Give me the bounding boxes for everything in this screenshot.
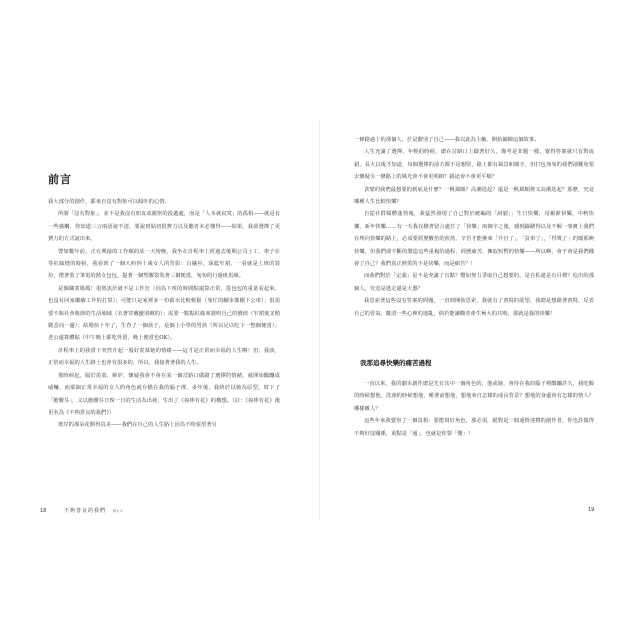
- right-body-text: [354, 134, 594, 320]
- paragraph: 而我們對於「定義」是不是充滿了盲點？嚮如努力爭取自己想要的，是自私還是有目標？追出的那個人，究竟是逃走還是大器？: [354, 273, 594, 292]
- right-body-text-2: [354, 378, 594, 440]
- paragraph: 自從社群媒體蓬勃後，我猛然發現了自己對於統編的「詞窮」：生日快樂，母親節快樂，中秋快樂，新年快樂……有一天我在臉書留言處打了「快樂」兩個字之後，感到躊躇得以及不解一事實上我們在理向快樂的路上，必須要經歷數倍的煎熬，辛苦才能換來「升官了」，「買車了」，「得獎了」的顛那喚快樂，但我們卻不斷的製造這些重複的過程，經歷痛苦，擁取短暫的快樂——所以啊，會不會是我們踐會了自己？我們真正熱愛的不是快樂，而是痛苦？！: [354, 211, 594, 268]
- page-number: 19: [588, 507, 595, 513]
- page-number: 18: [40, 508, 47, 514]
- section-heading: 我那追尋快樂的痛苦過程: [360, 359, 432, 367]
- paragraph: 計程車上的我當下突然升起一股好羨慕她的情緒——這才是正常而幸福的人生啊！但，我該，正常而幸福的人生路上也會有很多的，所以，我接著著我的人生。: [48, 347, 280, 367]
- paragraph: 是個職業媽媽！很熱衷於就不是工作狂（因為下班的時間點還算正常，從包包的重量看起來，也沒有回家繼續工作的打算）；可能只是家裡多一份薪水比較輕鬆（匆忙的腳步像剛下公車）；很需要不與社會脫節的生活埔域（衣著穿戴蠻別緻的）；需要一點點紅綠來證明自己的價值（窄裙後叉稍微歪向一邊）；結婚快十年了，生育了一個孩子，是個上小學的男孩（所以足以吃下一整個便當）；老公還算體貼（中午晚上都吃外賣，晚上便當也OK）。: [48, 285, 280, 342]
- paragraph: 貪婪的我們最想要的到底是什麼？一帆風順？高潮迭起？還是一帆風順裡又高潮迭起？那麼，究竟哪種人生比較快樂？: [354, 186, 594, 206]
- paragraph: 我思索著這些沒有答案的問題，一直到開始思索，我就有了書寫的欲望，我總是想藉著書寫，反省自己的習氣，釐清一些心裡的迷亂，倘若能讓觀者產生極大的共鳴，那就是我的快樂！: [354, 298, 594, 317]
- right-footer: [588, 507, 594, 513]
- paragraph: 一直以來，我的劇本創作總是先有其中一個角色的，他或她，會待在我的腦子裡醞釀許久，我吃飯的時候想他，洗澡的時候想他，睡著前想他，想他來自怎樣的成長背景？想他的身邊會有怎樣的情人？哪樣敵人？: [354, 381, 594, 412]
- left-footer: [40, 507, 123, 514]
- paragraph: 那時候起，隔於羨慕，嫉妒，懷疑我會不會在某一個岔路口做錯了選擇的情緒，就開始醞釀成威嚇，而那個正常幸福的女人的角色就存檔在我的腦子裡，多年後，我終於以她為原型，寫下了「膽腰芬」，又以膽腰芬日復一日的生活為出發，生出了《掠摔有花》的構想。（註：《掠摔有花》後更名為《不夠善良的我們》）: [48, 372, 280, 416]
- paragraph: 所謂「沒有對象」，並不是我沒有朋友或親密的投遞處，而是「人本就寂寞」的孤相——就是有一些感觸，你知道三言兩語說不清，要說到貼切很費力以及聽者未必懂得——結果，我卻選擇了更費力的方式說出來。: [48, 211, 280, 243]
- page-title: 前言: [48, 173, 72, 186]
- paragraph: 彼岸的那朵花開得真美——我們在自己的人生路上因為不時張望著另: [58, 422, 217, 429]
- paragraph: 我大部分的創作，都來自沒有對象可以傾吐的心情。: [48, 199, 170, 205]
- paragraph: 一條路過上的那個人，於是辭別了自己——我以此為主軸，開始鋪陳這個故事。: [354, 137, 540, 143]
- running-head: 不夠善良的我們: [63, 508, 106, 514]
- paragraph: 這些年來我覺察了一個真相：要能寫好角色，那必須，絕對是一個通情達禮的創作者，你也許做得不夠好沒關係，重點是「通」，也就是你要「懂」！: [354, 418, 594, 437]
- left-body-text: [48, 196, 280, 432]
- paragraph: 人生充滿了選擇，年輕的時候，總在岔路口上躊著好久，像考是非題一樣，覺得答案就只有對或錯，長大以後才知道，每個選擇的前方都不是想堅，路上都有風景和顛辛，但打包匆匆的我們卻難免要去懷疑另一條路上的風光會不會更明朗？路途會不會更平順？: [354, 149, 594, 181]
- paragraph: 譬如數年前，正在興接的工作順的某一天傍晚，我坐在計程車上經過去後期公司上工，車子在等紅綠燈的時候，我看到了一個大約四十歲女人的背影：白襯衫，深藍窄裙，一看就是上班的裝扮，揹著裝了筆電的熱女包包，提著一個塑膠袋裝著三個便當，匆匆的行過斑馬線。: [48, 248, 280, 280]
- running-mark: 林＊＊: [112, 509, 124, 513]
